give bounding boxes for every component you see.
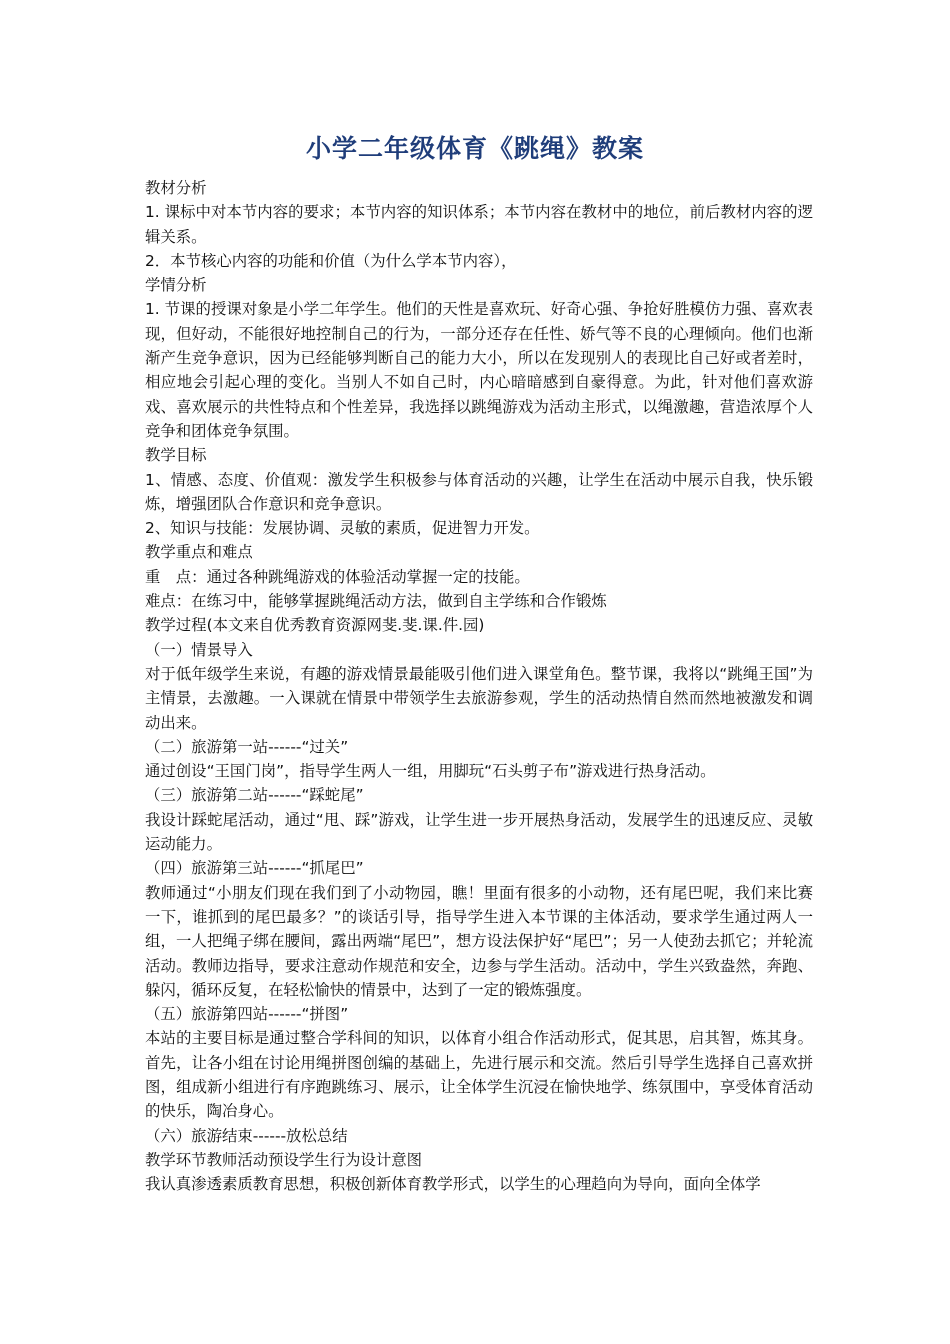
paragraph: （五）旅游第四站------“拼图” [145,1005,349,1024]
paragraph: 教学环节教师活动预设学生行为设计意图 [145,1150,423,1169]
paragraph: 1. 节课的授课对象是小学二年学生。他们的天性是喜欢玩、好奇心强、争抢好胜模仿力强、喜欢表现，但好动，不能很好地控制自己的行为，一部分还存在任性、娇气等不良的心理倾向。他们也渐渐产生竞争意识，因为已经能够判断自己的能力大小，所以在发现别人的表现比自己好或者差时，相应地会引起心理的变化。当别人不如自己时，内心暗暗感到自豪得意。为此，针对他们喜欢游戏、喜欢展示的共性特点和个性差异，我选择以跳绳游戏为活动主形式，以绳激趣，营造浓厚个人竞争和团体竞争氛围。 [145,300,813,440]
paragraph: 教学重点和难点 [145,543,253,562]
paragraph: 教学目标 [145,446,207,465]
paragraph: 我认真渗透素质教育思想，积极创新体育教学形式，以学生的心理趋向为导向，面向全体学 [145,1175,761,1194]
paragraph: 教师通过“小朋友们现在我们到了小动物园，瞧！里面有很多的小动物，还有尾巴呢，我们来比赛一下，谁抓到的尾巴最多？”的谈话引导，指导学生进入本节课的主体活动，要求学生通过两人一组，一人把绳子绑在腰间，露出两端“尾巴”，想方设法保护好“尾巴”；另一人使劲去抓它；并轮流活动。教师边指导，要求注意动作规范和安全，边参与学生活动。活动中，学生兴致盎然，奔跑、躲闪，循环反复，在轻松愉快的情景中，达到了一定的锻炼强度。 [145,883,813,999]
paragraph: 通过创设“王国门岗”，指导学生两人一组，用脚玩“石头剪子布”游戏进行热身活动。 [145,762,716,781]
paragraph: 重 点：通过各种跳绳游戏的体验活动掌握一定的技能。 [145,567,530,586]
paragraph: 2．本节核心内容的功能和价值（为什么学本节内容）， [145,251,517,270]
paragraph: 本站的主要目标是通过整合学科间的知识，以体育小组合作活动形式，促其思，启其智，炼其身。首先，让各小组在讨论用绳拼图创编的基础上，先进行展示和交流。然后引导学生选择自己喜欢拼图，组成新小组进行有序跑跳练习、展示，让全体学生沉浸在愉快地学、练氛围中，享受体育活动的快乐，陶冶身心。 [145,1029,813,1121]
paragraph: 我设计踩蛇尾活动，通过“甩、踩”游戏，让学生进一步开展热身活动，发展学生的迅速反应、灵敏运动能力。 [145,810,813,854]
paragraph: 1、情感、态度、价值观：激发学生积极参与体育活动的兴趣，让学生在活动中展示自我，快乐锻炼，增强团队合作意识和竞争意识。 [145,470,813,513]
paragraph: 难点：在练习中，能够掌握跳绳活动方法，做到自主学练和合作锻炼 [145,592,607,611]
paragraph: 学情分析 [145,276,207,295]
paragraph: （四）旅游第三站------“抓尾巴” [145,859,364,878]
paragraph: （三）旅游第二站------“踩蛇尾” [145,786,364,805]
document-title: 小学二年级体育《跳绳》教案 [305,134,644,163]
paragraph: （一）情景导入 [145,640,253,659]
document-body [145,176,813,1196]
paragraph: 1. 课标中对本节内容的要求；本节内容的知识体系；本节内容在教材中的地位，前后教材内容的逻辑关系。 [145,203,813,246]
paragraph: 教材分析 [145,179,207,197]
paragraph: 对于低年级学生来说，有趣的游戏情景最能吸引他们进入课堂角色。整节课，我将以“跳绳王国”为主情景，去激趣。一入课就在情景中带领学生去旅游参观，学生的活动热情自然而然地被激发和调动出来。 [145,664,813,732]
paragraph: （二）旅游第一站------“过关” [145,737,349,756]
paragraph: 2、知识与技能：发展协调、灵敏的素质，促进智力开发。 [145,519,540,538]
paragraph: （六）旅游结束------放松总结 [145,1126,348,1145]
paragraph: 教学过程(本文来自优秀教育资源网斐.斐.课.件.园) [145,616,485,635]
